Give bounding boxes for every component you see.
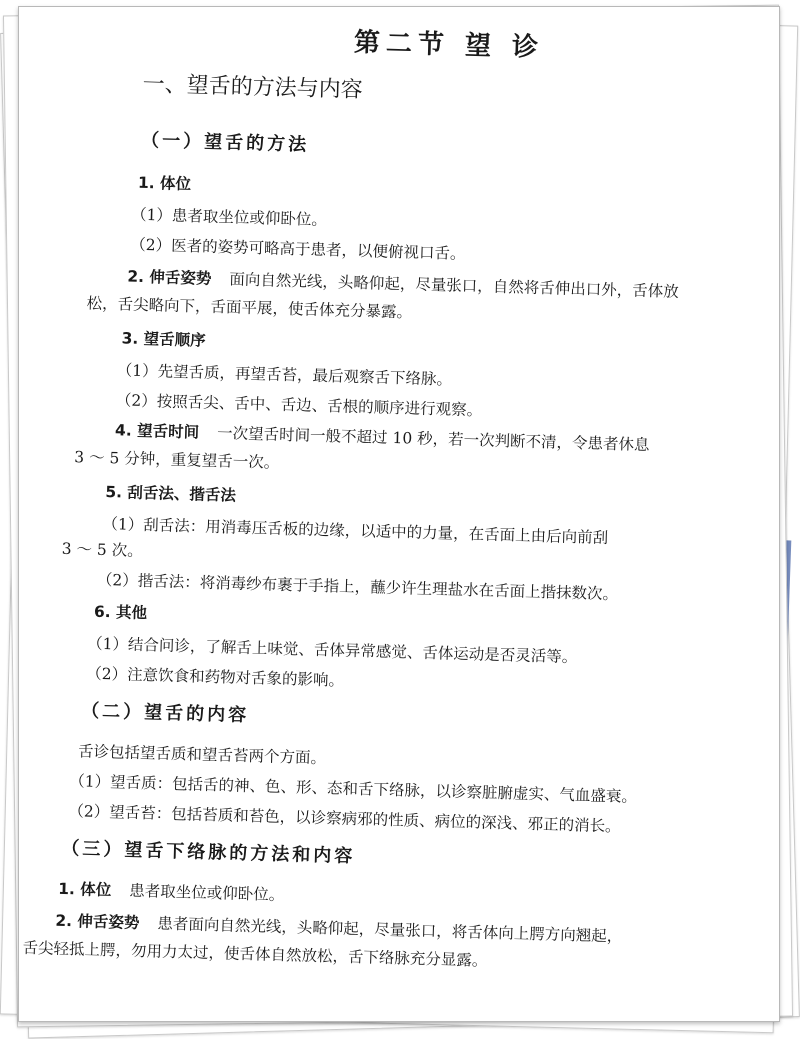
list-item: （1）刮舌法：用消毒压舌板的边缘，以适中的力量，在舌面上由后向前刮 (102, 514, 609, 548)
paragraph (58, 878, 285, 906)
list-item: （1）望舌质：包括舌的神、色、形、态和舌下络脉，以诊察脏腑虚实、气血盛衰。 (69, 772, 638, 806)
paragraph-text: 舌诊包括望舌质和望舌苔两个方面。 (77, 742, 327, 768)
page-content (18, 6, 779, 1022)
list-item: （2）揩舌法：将消毒纱布裹于手指上，蘸少许生理盐水在舌面上揩抹数次。 (96, 570, 619, 604)
item-heading: 1. 体位 (137, 173, 192, 194)
paragraph-text: 患者取坐位或仰卧位。 (129, 881, 285, 905)
item-heading: 5. 刮舌法、揩舌法 (105, 482, 237, 505)
list-item: （1）患者取坐位或仰卧位。 (130, 205, 328, 230)
list-item-continued: 3 ～ 5 次。 (61, 539, 143, 561)
item-heading: 6. 其他 (93, 602, 148, 623)
page-title: 第二节 望 诊 (353, 27, 545, 64)
item-heading: 2. 伸舌姿势 (127, 267, 212, 288)
list-item: （1）结合问诊，了解舌上味觉、舌体异常感觉、舌体运动是否灵活等。 (86, 634, 578, 667)
section-heading: 一、望舌的方法与内容 (142, 71, 364, 104)
subsection-heading: （一）望舌的方法 (140, 129, 310, 156)
list-item: （2）按照舌尖、舌中、舌边、舌根的顺序进行观察。 (115, 391, 483, 420)
paragraph-text: 患者面向自然光线，头略仰起，尽量张口，将舌体向上腭方向翘起， (157, 914, 623, 946)
paragraph-text: 面向自然光线，头略仰起，尽量张口，自然将舌伸出口外，舌体放 (229, 270, 679, 301)
paragraph-text: 一次望舌时间一般不超过 10 秒，若一次判断不清，令患者休息 (216, 424, 650, 455)
item-heading: 2. 伸舌姿势 (55, 911, 140, 933)
paragraph-text: 松，舌尖略向下，舌面平展，使舌体充分暴露。 (86, 294, 413, 322)
subsection-heading: （三）望舌下络脉的方法和内容 (61, 837, 356, 868)
item-heading: 1. 体位 (57, 879, 112, 900)
document-page (18, 6, 780, 1022)
list-item: （1）先望舌质，再望舌苔，最后观察舌下络脉。 (116, 361, 453, 389)
item-heading: 4. 望舌时间 (114, 421, 200, 442)
subsection-heading: （二）望舌的内容 (80, 700, 250, 727)
list-item: （2）望舌苔：包括苔质和苔色，以诊察病邪的性质、病位的深浅、邪正的消长。 (68, 802, 621, 836)
paragraph-text: 舌尖轻抵上腭，勿用力太过，使舌体自然放松，舌下络脉充分显露。 (22, 938, 488, 970)
paragraph-text: 3 ～ 5 分钟，重复望舌一次。 (74, 448, 280, 472)
item-heading: 3. 望舌顺序 (121, 329, 206, 350)
list-item: （2）注意饮食和药物对舌象的影响。 (86, 664, 345, 690)
list-item: （2）医者的姿势可略高于患者，以便俯视口舌。 (130, 235, 466, 263)
